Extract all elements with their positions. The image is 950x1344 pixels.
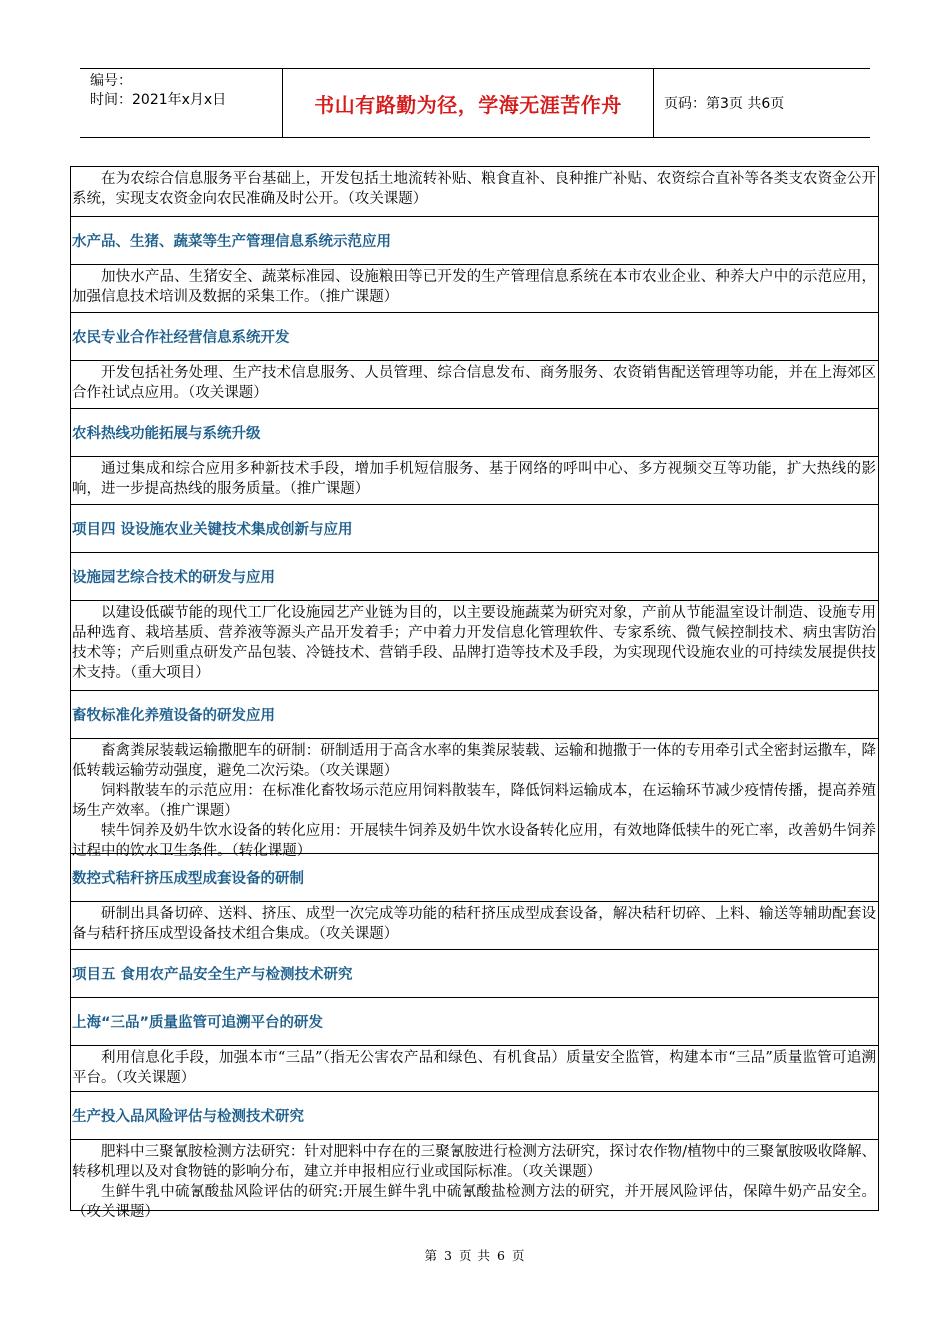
section-body bbox=[71, 739, 878, 859]
section-heading: 生产投入品风险评估与检测技术研究 bbox=[71, 1092, 878, 1140]
body-paragraph: 犊牛饲养及奶牛饮水设备的转化应用：开展犊牛饲养及奶牛饮水设备转化应用，有效地降低犊牛的死亡率，改善奶牛饲养过程中的饮水卫生条件。（转化课题） bbox=[72, 823, 876, 859]
page-header bbox=[80, 68, 870, 138]
section-heading: 设施园艺综合技术的研发与应用 bbox=[71, 553, 878, 601]
section-body bbox=[71, 1140, 878, 1220]
body-paragraph: 通过集成和综合应用多种新技术手段，增加手机短信服务、基于网络的呼叫中心、多方视频交互等功能，扩大热线的影响，进一步提高热线的服务质量。（推广课题） bbox=[72, 461, 876, 497]
section-heading: 项目四 设设施农业关键技术集成创新与应用 bbox=[71, 505, 878, 553]
section-body bbox=[71, 457, 878, 505]
page-footer bbox=[0, 1246, 950, 1264]
section-body bbox=[71, 1046, 878, 1092]
section-heading: 水产品、生猪、蔬菜等生产管理信息系统示范应用 bbox=[71, 217, 878, 265]
header-page-indicator: 页码：第3页 共6页 bbox=[664, 96, 785, 112]
footer-prefix: 第 bbox=[424, 1248, 439, 1263]
body-paragraph: 以建设低碳节能的现代工厂化设施园艺产业链为目的，以主要设施蔬菜为研究对象，产前从节能温室设计制造、设施专用品种选育、栽培基质、营养液等源头产品开发着手；产中着力开发信息化管理软件、专家系统、微气候控制技术、病虫害防治技术等；产后则重点研发产品包装、冷链技术、营销手段、品牌打造等技术及手段，为实现现代设施农业的可持续发展提供技术支持。（重大项目） bbox=[72, 605, 876, 681]
footer-middle: 页 共 bbox=[459, 1248, 491, 1263]
header-meta bbox=[80, 69, 282, 137]
body-paragraph: 畜禽粪尿装载运输撒肥车的研制：研制适用于高含水率的集粪尿装载、运输和抛撒于一体的专用牵引式全密封运撒车，降低转载运输劳动强度，避免二次污染。（攻关课题） bbox=[72, 743, 876, 779]
body-paragraph: 饲料散装车的示范应用：在标准化畜牧场示范应用饲料散装车，降低饲料运输成本，在运输环节减少疫情传播，提高养殖场生产效率。（推广课题） bbox=[72, 783, 876, 819]
document-date-label: 时间：2021年x月x日 bbox=[90, 92, 227, 108]
header-motto: 书山有路勤为径，学海无涯苦作舟 bbox=[282, 69, 654, 137]
body-paragraph: 加快水产品、生猪安全、蔬菜标准园、设施粮田等已开发的生产管理信息系统在本市农业企业、种养大户中的示范应用，加强信息技术培训及数据的采集工作。（推广课题） bbox=[72, 269, 876, 305]
section-heading: 数控式秸秆挤压成型成套设备的研制 bbox=[71, 854, 878, 902]
section-body bbox=[71, 902, 878, 950]
section-heading: 项目五 食用农产品安全生产与检测技术研究 bbox=[71, 950, 878, 998]
body-paragraph: 肥料中三聚氰胺检测方法研究：针对肥料中存在的三聚氰胺进行检测方法研究，探讨农作物/植物中的三聚氰胺吸收降解、转移机理以及对食物链的影响分布，建立并申报相应行业或国际标准。（攻关课题） bbox=[72, 1144, 876, 1180]
document-number-label: 编号： bbox=[90, 73, 132, 89]
body-paragraph: 研制出具备切碎、送料、挤压、成型一次完成等功能的秸秆挤压成型成套设备，解决秸秆切碎、上料、输送等辅助配套设备与秸秆挤压成型设备技术组合集成。（攻关课题） bbox=[72, 906, 876, 942]
section-body bbox=[71, 601, 878, 691]
section-heading: 畜牧标准化养殖设备的研发应用 bbox=[71, 691, 878, 739]
footer-total-pages: 6 bbox=[496, 1248, 506, 1263]
footer-page-number: 3 bbox=[444, 1248, 453, 1263]
section-heading: 农科热线功能拓展与系统升级 bbox=[71, 409, 878, 457]
section-heading: 上海“三品”质量监管可追溯平台的研发 bbox=[71, 998, 878, 1046]
body-paragraph: 在为农综合信息服务平台基础上，开发包括土地流转补贴、粮食直补、良种推广补贴、农资综合直补等各类支农资金公开系统，实现支农资金向农民准确及时公开。（攻关课题） bbox=[72, 171, 876, 207]
body-paragraph: 开发包括社务处理、生产技术信息服务、人员管理、综合信息发布、商务服务、农资销售配送管理等功能，并在上海郊区合作社试点应用。（攻关课题） bbox=[72, 365, 876, 401]
body-paragraph: 利用信息化手段，加强本市“三品”（指无公害农产品和绿色、有机食品）质量安全监管，构建本市“三品”质量监管可追溯平台。（攻关课题） bbox=[72, 1050, 876, 1086]
section-body bbox=[71, 265, 878, 313]
content-table bbox=[70, 166, 879, 1220]
body-paragraph: 生鲜牛乳中硫氰酸盐风险评估的研究:开展生鲜牛乳中硫氰酸盐检测方法的研究，并开展风险评估，保障牛奶产品安全。（攻关课题） bbox=[72, 1184, 876, 1220]
footer-suffix: 页 bbox=[511, 1248, 526, 1263]
section-body bbox=[71, 361, 878, 409]
section-heading: 农民专业合作社经营信息系统开发 bbox=[71, 313, 878, 361]
section-body bbox=[71, 167, 878, 217]
